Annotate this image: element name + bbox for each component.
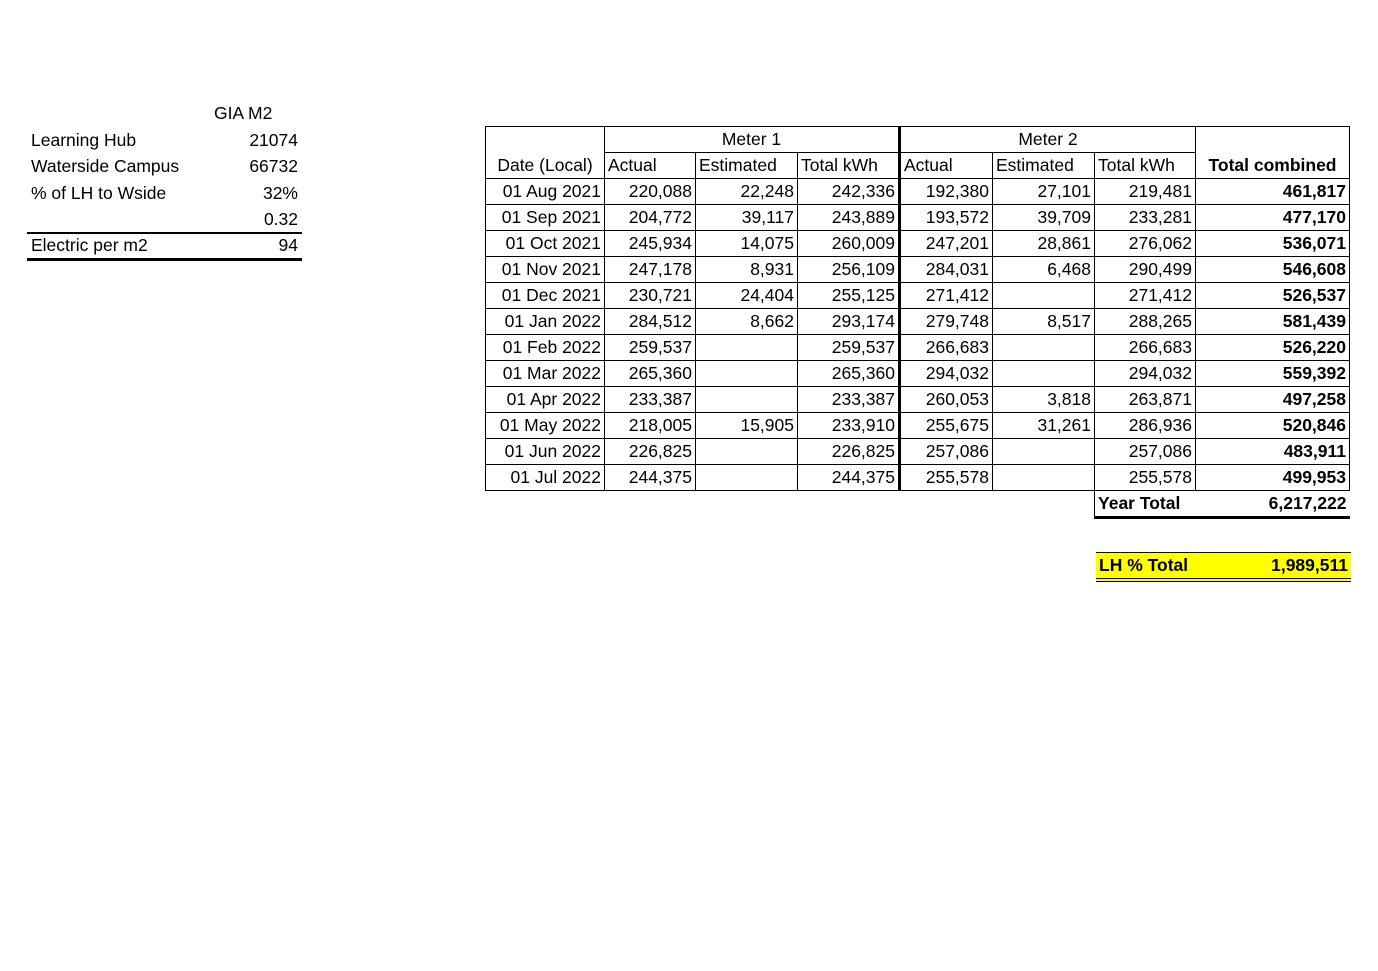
cell-m2-estimated	[993, 283, 1095, 309]
table-row	[486, 257, 1350, 283]
table-row	[486, 439, 1350, 465]
cell-m2-actual: 294,032	[900, 361, 993, 387]
cell-total-combined: 526,220	[1196, 335, 1350, 361]
gia-label-learning-hub: Learning Hub	[31, 130, 137, 150]
column-header-row	[486, 153, 1350, 179]
cell-m1-actual: 244,375	[605, 465, 696, 491]
table-row	[486, 413, 1350, 439]
cell-m1-estimated: 8,931	[696, 257, 798, 283]
cell-total-combined: 461,817	[1196, 179, 1350, 205]
col-m1-estimated-header: Estimated	[696, 153, 798, 179]
cell-m2-total: 271,412	[1095, 283, 1196, 309]
cell-m1-actual: 218,005	[605, 413, 696, 439]
cell-m2-actual: 257,086	[900, 439, 993, 465]
cell-m2-total: 233,281	[1095, 205, 1196, 231]
cell-m1-total: 244,375	[798, 465, 900, 491]
cell-m1-total: 265,360	[798, 361, 900, 387]
lh-total-row	[1096, 552, 1351, 582]
cell-m1-total: 243,889	[798, 205, 900, 231]
cell-m1-estimated	[696, 361, 798, 387]
cell-m2-total: 219,481	[1095, 179, 1196, 205]
table-row	[486, 179, 1350, 205]
cell-m1-estimated: 24,404	[696, 283, 798, 309]
gia-value-waterside: 66732	[249, 156, 298, 176]
cell-m2-estimated: 6,468	[993, 257, 1095, 283]
cell-date: 01 Apr 2022	[486, 387, 605, 413]
cell-date: 01 Feb 2022	[486, 335, 605, 361]
col-m2-actual-header: Actual	[900, 153, 993, 179]
col-m1-total-header: Total kWh	[798, 153, 900, 179]
cell-m2-total: 257,086	[1095, 439, 1196, 465]
cell-m1-total: 233,387	[798, 387, 900, 413]
cell-m1-estimated: 39,117	[696, 205, 798, 231]
cell-m2-estimated	[993, 439, 1095, 465]
cell-m1-estimated: 22,248	[696, 179, 798, 205]
cell-m2-estimated: 31,261	[993, 413, 1095, 439]
cell-m2-actual: 271,412	[900, 283, 993, 309]
cell-total-combined: 559,392	[1196, 361, 1350, 387]
meter1-title: Meter 1	[605, 127, 900, 153]
table-row	[486, 387, 1350, 413]
cell-m2-actual: 193,572	[900, 205, 993, 231]
cell-m1-actual: 204,772	[605, 205, 696, 231]
cell-m2-actual: 255,578	[900, 465, 993, 491]
cell-m1-total: 256,109	[798, 257, 900, 283]
cell-m2-total: 276,062	[1095, 231, 1196, 257]
cell-m2-total: 255,578	[1095, 465, 1196, 491]
cell-m1-actual: 247,178	[605, 257, 696, 283]
gia-label-waterside: Waterside Campus	[31, 156, 180, 176]
table-row	[486, 361, 1350, 387]
cell-m2-actual: 260,053	[900, 387, 993, 413]
cell-m1-total: 242,336	[798, 179, 900, 205]
cell-m1-estimated	[696, 335, 798, 361]
lh-total-value: 1,989,511	[1271, 555, 1348, 575]
cell-date: 01 Jan 2022	[486, 309, 605, 335]
cell-date: 01 Mar 2022	[486, 361, 605, 387]
cell-date: 01 Oct 2021	[486, 231, 605, 257]
table-row	[486, 231, 1350, 257]
gia-value-electric: 94	[278, 235, 298, 255]
table-row	[486, 205, 1350, 231]
cell-date: 01 Nov 2021	[486, 257, 605, 283]
cell-m2-actual: 266,683	[900, 335, 993, 361]
cell-m2-estimated: 28,861	[993, 231, 1095, 257]
year-total-label: Year Total	[1095, 491, 1196, 518]
cell-m2-total: 263,871	[1095, 387, 1196, 413]
cell-m1-actual: 259,537	[605, 335, 696, 361]
cell-date: 01 Aug 2021	[486, 179, 605, 205]
gia-header: GIA M2	[214, 103, 273, 123]
cell-m1-actual: 233,387	[605, 387, 696, 413]
meter-group-header-row	[486, 127, 1350, 153]
col-m2-estimated-header: Estimated	[993, 153, 1095, 179]
gia-label-percent: % of LH to Wside	[31, 183, 167, 203]
gia-value-ratio: 0.32	[263, 209, 298, 229]
cell-m2-actual: 255,675	[900, 413, 993, 439]
cell-m1-estimated	[696, 465, 798, 491]
meter2-title: Meter 2	[900, 127, 1196, 153]
lh-total-label: LH % Total	[1099, 555, 1189, 575]
cell-m2-estimated	[993, 335, 1095, 361]
col-m1-actual-header: Actual	[605, 153, 696, 179]
cell-total-combined: 477,170	[1196, 205, 1350, 231]
cell-date: 01 Jun 2022	[486, 439, 605, 465]
cell-date: 01 Dec 2021	[486, 283, 605, 309]
col-date-header: Date (Local)	[486, 153, 605, 179]
cell-total-combined: 483,911	[1196, 439, 1350, 465]
col-total-combined-header: Total combined	[1196, 153, 1350, 179]
date-header-top	[486, 127, 605, 153]
cell-total-combined: 497,258	[1196, 387, 1350, 413]
table-row	[486, 335, 1350, 361]
cell-date: 01 May 2022	[486, 413, 605, 439]
cell-m2-estimated	[993, 465, 1095, 491]
cell-m1-total: 293,174	[798, 309, 900, 335]
cell-total-combined: 581,439	[1196, 309, 1350, 335]
cell-m1-total: 259,537	[798, 335, 900, 361]
gia-value-learning-hub: 21074	[249, 130, 298, 150]
cell-m1-estimated	[696, 439, 798, 465]
cell-m1-total: 233,910	[798, 413, 900, 439]
meter-table	[485, 126, 1350, 519]
table-row	[486, 465, 1350, 491]
cell-m2-actual: 192,380	[900, 179, 993, 205]
cell-m1-estimated	[696, 387, 798, 413]
cell-m2-estimated: 39,709	[993, 205, 1095, 231]
table-row	[486, 283, 1350, 309]
cell-m2-actual: 284,031	[900, 257, 993, 283]
cell-m1-actual: 220,088	[605, 179, 696, 205]
cell-m1-actual: 245,934	[605, 231, 696, 257]
cell-m2-actual: 247,201	[900, 231, 993, 257]
cell-m2-total: 286,936	[1095, 413, 1196, 439]
cell-m1-total: 226,825	[798, 439, 900, 465]
table-row	[486, 309, 1350, 335]
cell-total-combined: 536,071	[1196, 231, 1350, 257]
col-m2-total-header: Total kWh	[1095, 153, 1196, 179]
cell-m2-total: 288,265	[1095, 309, 1196, 335]
gia-divider-bottom	[27, 258, 302, 261]
cell-m2-total: 290,499	[1095, 257, 1196, 283]
year-total-value: 6,217,222	[1196, 491, 1350, 518]
cell-m1-total: 260,009	[798, 231, 900, 257]
cell-m1-estimated: 14,075	[696, 231, 798, 257]
cell-total-combined: 499,953	[1196, 465, 1350, 491]
cell-m1-actual: 265,360	[605, 361, 696, 387]
gia-label-electric: Electric per m2	[31, 235, 148, 255]
cell-m1-estimated: 15,905	[696, 413, 798, 439]
total-header-top	[1196, 127, 1350, 153]
cell-m1-actual: 284,512	[605, 309, 696, 335]
gia-value-percent: 32%	[262, 183, 298, 203]
cell-total-combined: 520,846	[1196, 413, 1350, 439]
cell-date: 01 Jul 2022	[486, 465, 605, 491]
cell-total-combined: 546,608	[1196, 257, 1350, 283]
cell-total-combined: 526,537	[1196, 283, 1350, 309]
year-total-row	[486, 491, 1350, 518]
cell-date: 01 Sep 2021	[486, 205, 605, 231]
cell-m2-estimated: 3,818	[993, 387, 1095, 413]
cell-m2-estimated: 27,101	[993, 179, 1095, 205]
cell-m1-actual: 226,825	[605, 439, 696, 465]
cell-m2-actual: 279,748	[900, 309, 993, 335]
cell-m2-total: 266,683	[1095, 335, 1196, 361]
cell-m2-estimated: 8,517	[993, 309, 1095, 335]
cell-m2-estimated	[993, 361, 1095, 387]
cell-m2-total: 294,032	[1095, 361, 1196, 387]
cell-m1-estimated: 8,662	[696, 309, 798, 335]
cell-m1-actual: 230,721	[605, 283, 696, 309]
cell-m1-total: 255,125	[798, 283, 900, 309]
